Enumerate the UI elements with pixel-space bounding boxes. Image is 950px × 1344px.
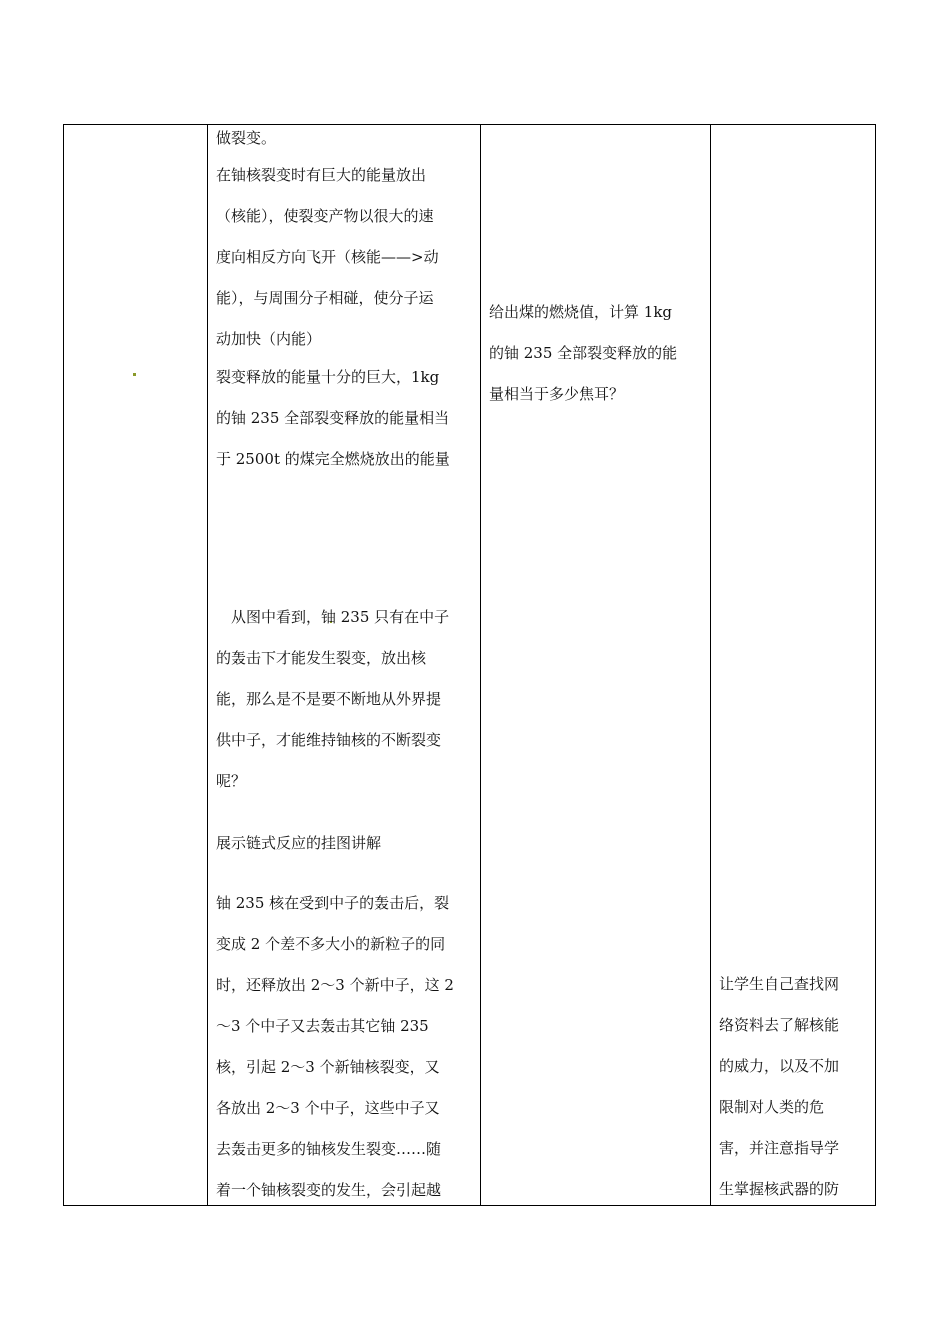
text-line: 量相当于多少焦耳？	[489, 385, 625, 403]
text-line: 度向相反方向飞开（核能——>动	[216, 248, 439, 266]
text-line: 在铀核裂变时有巨大的能量放出	[216, 166, 427, 184]
text-line: 生掌握核武器的防	[719, 1180, 840, 1198]
column-divider-3	[710, 125, 711, 1205]
text-line: 各放出 2～3 个中子，这些中子又	[216, 1099, 440, 1117]
text-line: 络资料去了解核能	[719, 1016, 840, 1034]
text-line: 能，那么是不是要不断地从外界提	[216, 690, 442, 708]
text-line: 于 2500t 的煤完全燃烧放出的能量	[216, 450, 450, 468]
text-line: 呢？	[216, 772, 247, 790]
text-line: 展示链式反应的挂图讲解	[216, 834, 382, 852]
text-line: （核能），使裂变产物以很大的速	[216, 207, 434, 225]
text-line: 核，引起 2～3 个新铀核裂变，又	[216, 1058, 440, 1076]
text-line: 给出煤的燃烧值，计算 1kg	[489, 303, 673, 321]
text-line: 时，还释放出 2～3 个新中子，这 2	[216, 976, 454, 994]
column-divider-1	[207, 125, 208, 1205]
column-divider-2	[480, 125, 481, 1205]
lesson-table	[63, 124, 876, 1206]
text-line: 动加快（内能）	[216, 330, 322, 348]
text-line: 的轰击下才能发生裂变，放出核	[216, 649, 427, 667]
text-line: 变成 2 个差不多大小的新粒子的同	[216, 935, 446, 953]
text-line: 供中子，才能维持铀核的不断裂变	[216, 731, 442, 749]
text-line: 裂变释放的能量十分的巨大，1kg	[216, 368, 440, 386]
text-line: 做裂变。	[216, 129, 277, 147]
text-line: 让学生自己查找网	[719, 975, 840, 993]
text-line: 害，并注意指导学	[719, 1139, 840, 1157]
text-line: 着一个铀核裂变的发生，会引起越	[216, 1181, 442, 1199]
text-line: 的铀 235 全部裂变释放的能	[489, 344, 678, 362]
text-line: 的铀 235 全部裂变释放的能量相当	[216, 409, 450, 427]
text-line: 从图中看到，铀 235 只有在中子	[216, 608, 450, 626]
text-line: ～3 个中子又去轰击其它铀 235	[216, 1017, 429, 1035]
text-line: 的威力，以及不加	[719, 1057, 840, 1075]
text-line: 铀 235 核在受到中子的轰击后，裂	[216, 894, 450, 912]
text-line: 能），与周围分子相碰，使分子运	[216, 289, 434, 307]
stray-mark	[133, 373, 136, 376]
text-line: 限制对人类的危	[719, 1098, 825, 1116]
text-line: 去轰击更多的铀核发生裂变……随	[216, 1140, 442, 1158]
